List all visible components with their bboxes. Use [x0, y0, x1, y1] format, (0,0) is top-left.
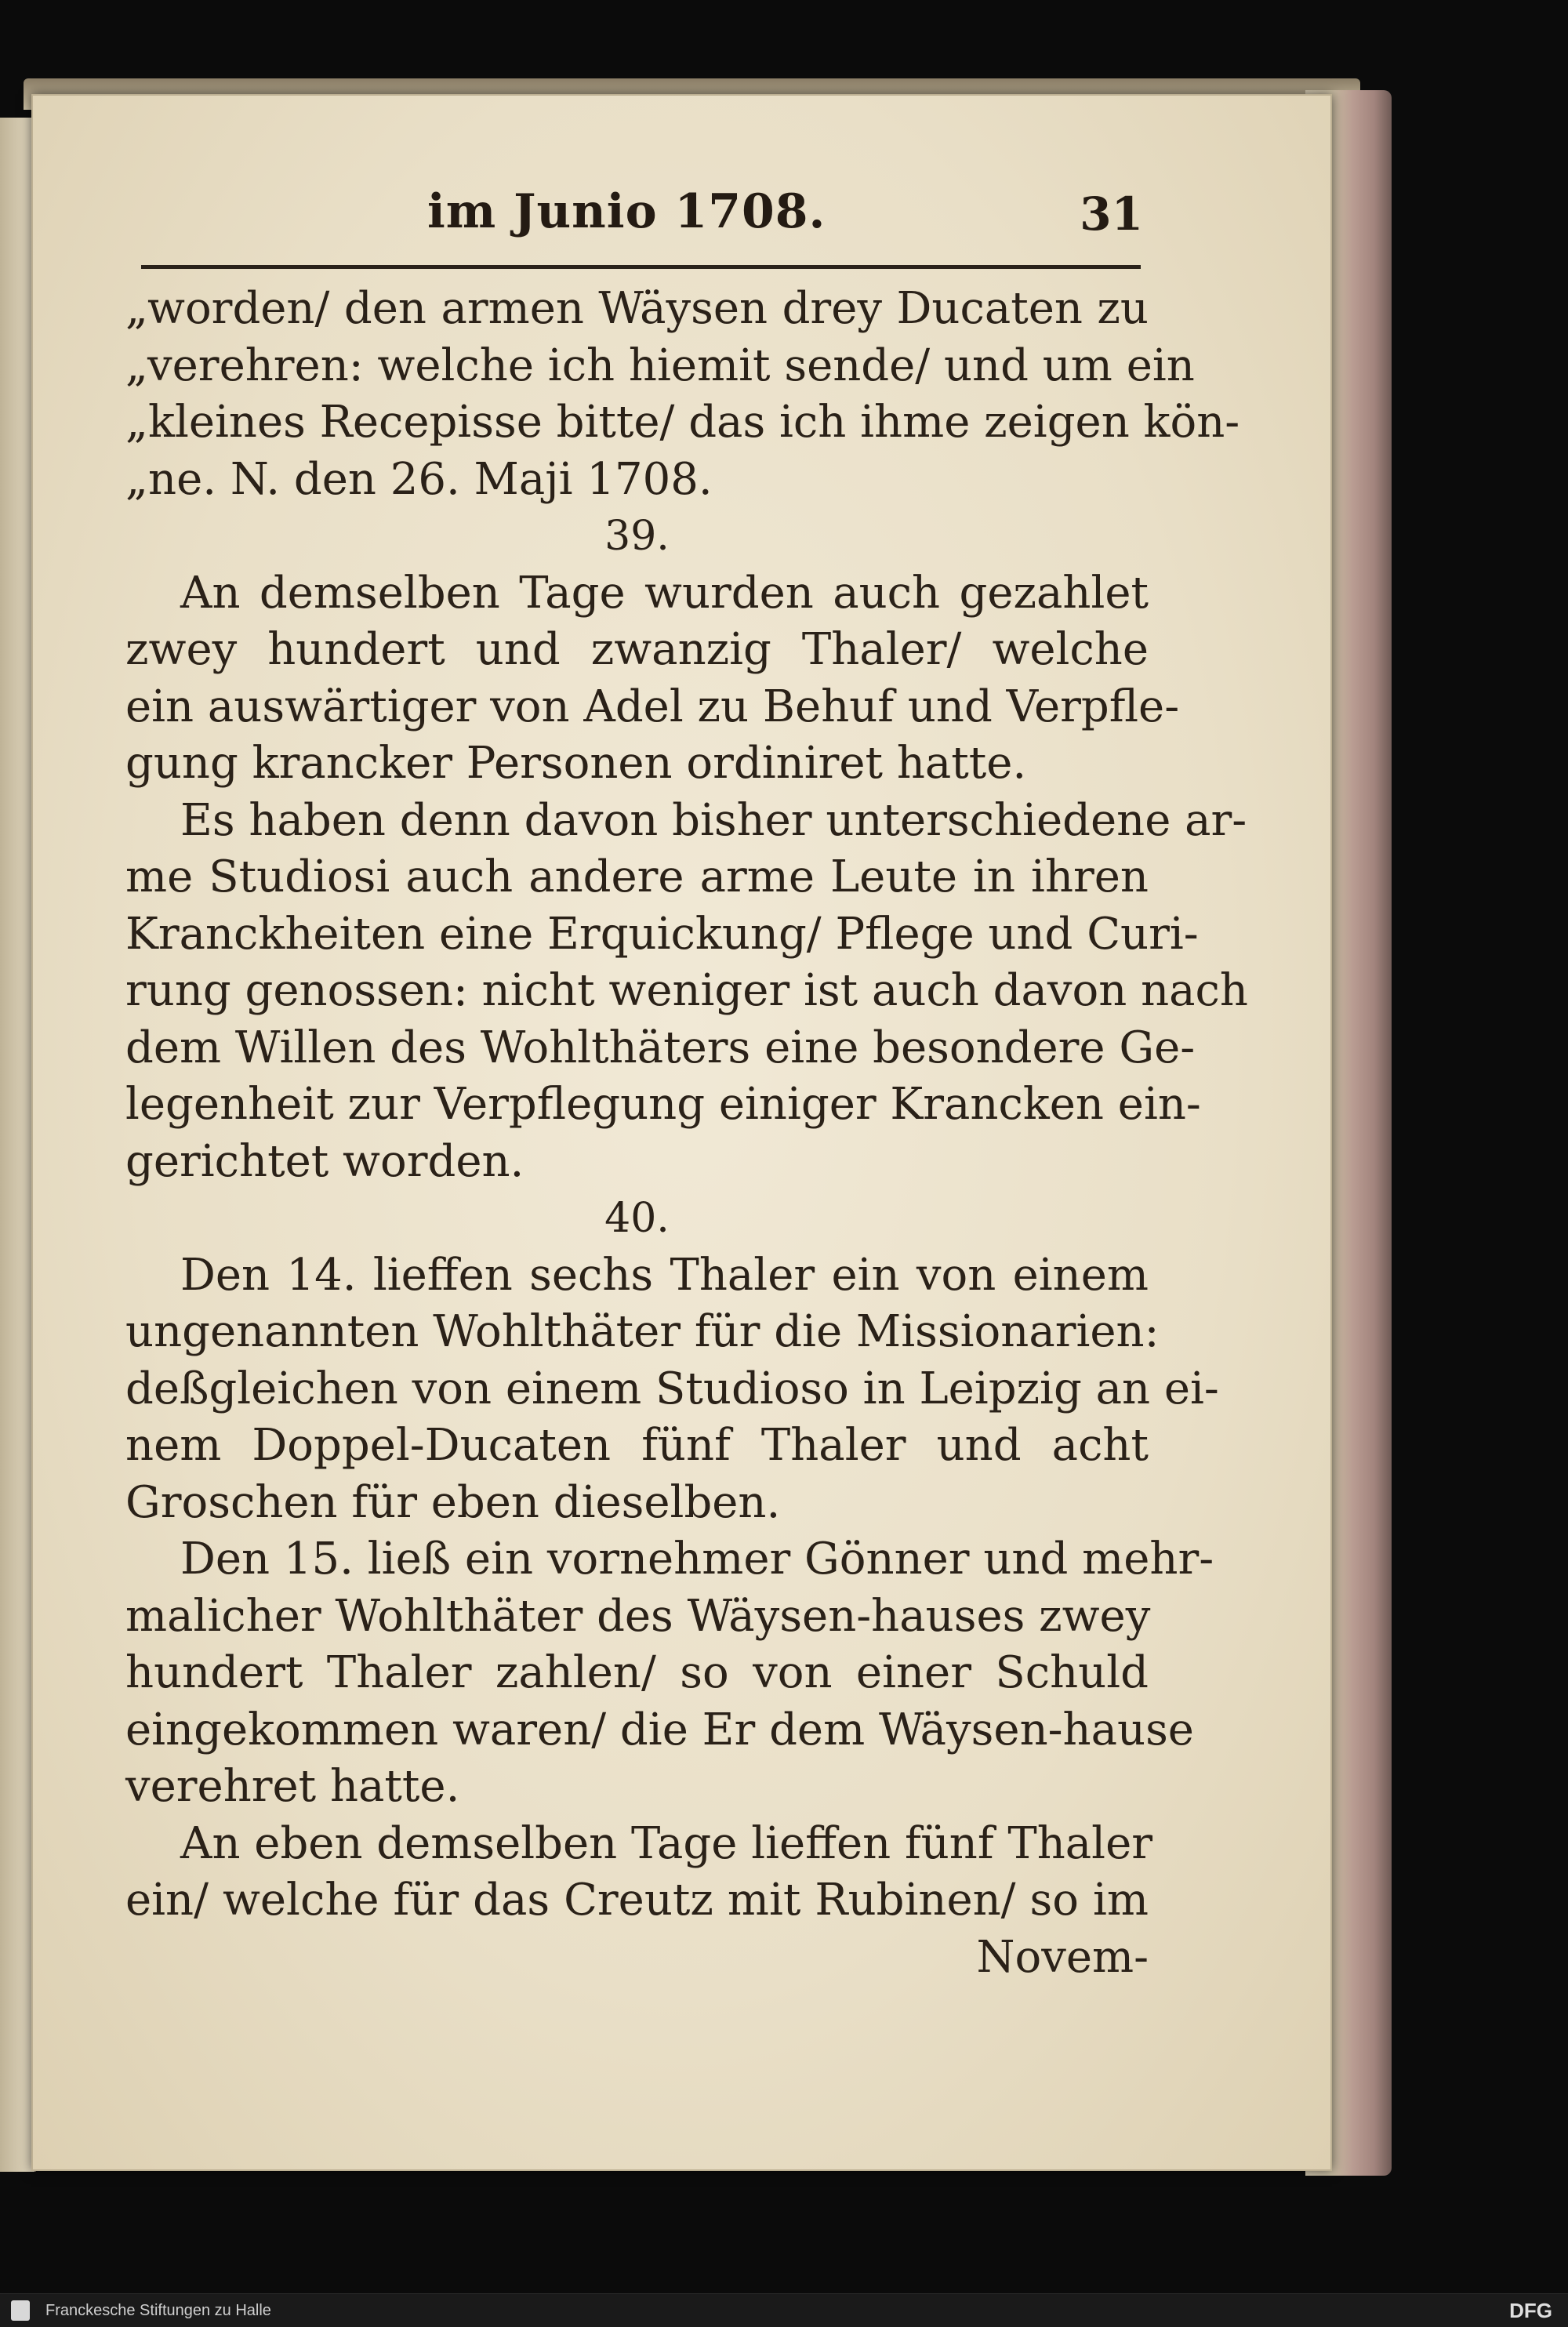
running-head: im Junio 1708.: [427, 184, 826, 239]
text-line: nem Doppel-Ducaten fünf Thaler und acht: [125, 1420, 1149, 1471]
text-line: „verehren: welche ich hiemit sende/ und um ein: [125, 339, 1195, 391]
text-line: legenheit zur Verpflegung einiger Krancken ein-: [125, 1079, 1201, 1130]
text-line: ungenannten Wohlthäter für die Missionarien:: [125, 1306, 1160, 1357]
text-line: ein/ welche für das Creutz mit Rubinen/ so im: [125, 1875, 1149, 1926]
text-line: An demselben Tage wurden auch gezahlet: [180, 567, 1149, 619]
paragraph: [125, 1531, 1214, 1816]
text-line: ein auswärtiger von Adel zu Behuf und Verpfle-: [125, 681, 1180, 732]
text-line: An eben demselben Tage lieffen fünf Thaler: [180, 1817, 1152, 1869]
text-line: verehret hatte.: [125, 1761, 460, 1812]
text-line: „ne. N. den 26. Maji 1708.: [125, 453, 713, 505]
text-line: gung krancker Personen ordiniret hatte.: [125, 738, 1027, 789]
section-number: 40.: [604, 1195, 670, 1242]
institution-name: Franckesche Stiftungen zu Halle: [45, 2302, 271, 2319]
text-line: Es haben denn davon bisher unterschiedene ar-: [180, 794, 1247, 846]
text-line: Kranckheiten eine Erquickung/ Pflege und Curi-: [125, 908, 1199, 960]
text-line: eingekommen waren/ die Er dem Wäysen-hause: [125, 1704, 1194, 1755]
page-number: 31: [1080, 187, 1143, 241]
funder-logo: DFG: [1509, 2299, 1552, 2322]
text-line: malicher Wohlthäter des Wäysen-hauses zwey: [125, 1590, 1151, 1642]
section-number: 39.: [604, 513, 670, 560]
paragraph: [125, 1816, 1152, 1929]
text-line: Groschen für eben dieselben.: [125, 1476, 781, 1528]
text-line: gerichtet worden.: [125, 1135, 524, 1187]
page-header: [141, 184, 1143, 270]
text-line: dem Willen des Wohlthäters eine besondere Ge-: [125, 1022, 1196, 1073]
text-line: zwey hundert und zwanzig Thaler/ welche: [125, 624, 1149, 675]
text-line: „worden/ den armen Wäysen drey Ducaten zu: [125, 283, 1149, 334]
text-line: „kleines Recepisse bitte/ das ich ihme zeigen kön-: [125, 397, 1240, 448]
paragraph: [125, 1247, 1219, 1532]
text-line: Den 15. ließ ein vornehmer Gönner und mehr-: [180, 1534, 1214, 1585]
institution-logo-icon: [11, 2300, 30, 2321]
text-line: deßgleichen von einem Studioso in Leipzig an ei-: [125, 1363, 1219, 1414]
paragraph: [125, 793, 1248, 1191]
viewer-footer: [0, 2293, 1568, 2327]
text-line: me Studiosi auch andere arme Leute in ihren: [125, 851, 1149, 902]
text-line: rung genossen: nicht weniger ist auch davon nach: [125, 965, 1248, 1016]
text-line: Den 14. lieffen sechs Thaler ein von einem: [180, 1249, 1149, 1301]
page-body: [125, 281, 1248, 1986]
paragraph: [125, 281, 1240, 508]
catchword: Novem-: [976, 1931, 1149, 1983]
text-line: hundert Thaler zahlen/ so von einer Schuld: [125, 1647, 1149, 1698]
header-rule: [141, 265, 1141, 269]
paragraph: [125, 565, 1180, 793]
